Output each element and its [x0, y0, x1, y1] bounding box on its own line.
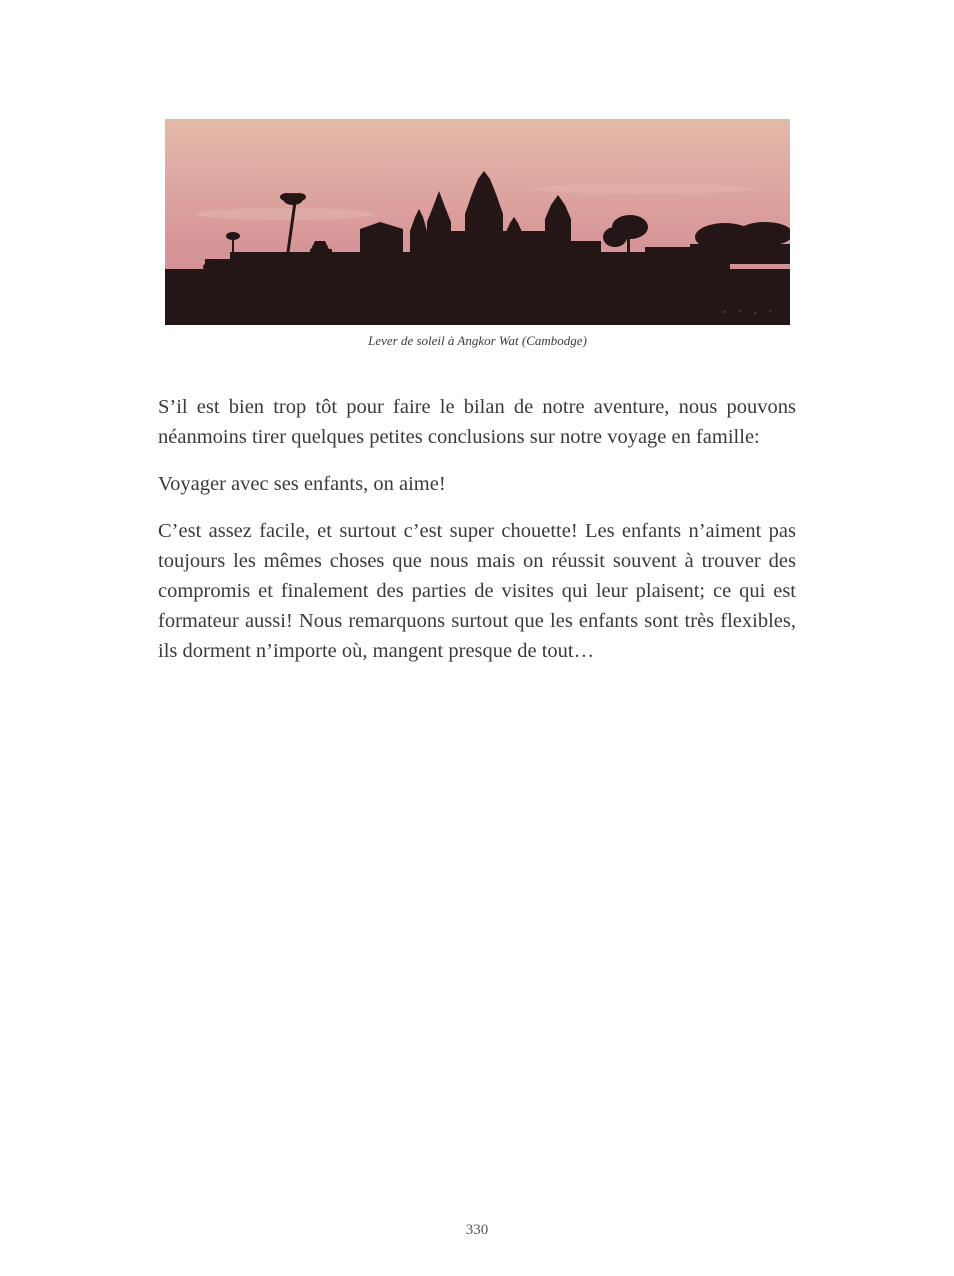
paragraph-3: C’est assez facile, et surtout c’est super chouette! Les enfants n’aiment pas toujours les mêmes choses que nous mais on réussit souvent à trouver des compromis et finalement des parties de visites qui leur plaisent; ce qui est formateur aussi! Nous remarquons surtout que les enfants sont très flexibles, ils dorment n’importe où, mangent presque de tout… [158, 520, 796, 662]
paragraph-1: S’il est bien trop tôt pour faire le bilan de notre aventure, nous pouvons néanmoins tirer quelques petites conclusions sur notre voyage en famille: [158, 396, 796, 448]
main-text [158, 392, 796, 683]
paragraph-2: Voyager avec ses enfants, on aime! [158, 473, 446, 495]
page-number: 330 [465, 1222, 489, 1238]
figure-caption: Lever de soleil à Angkor Wat (Cambodge) [368, 333, 587, 348]
temple-silhouette-image [165, 119, 790, 325]
angkor-wat-photo [165, 119, 790, 325]
